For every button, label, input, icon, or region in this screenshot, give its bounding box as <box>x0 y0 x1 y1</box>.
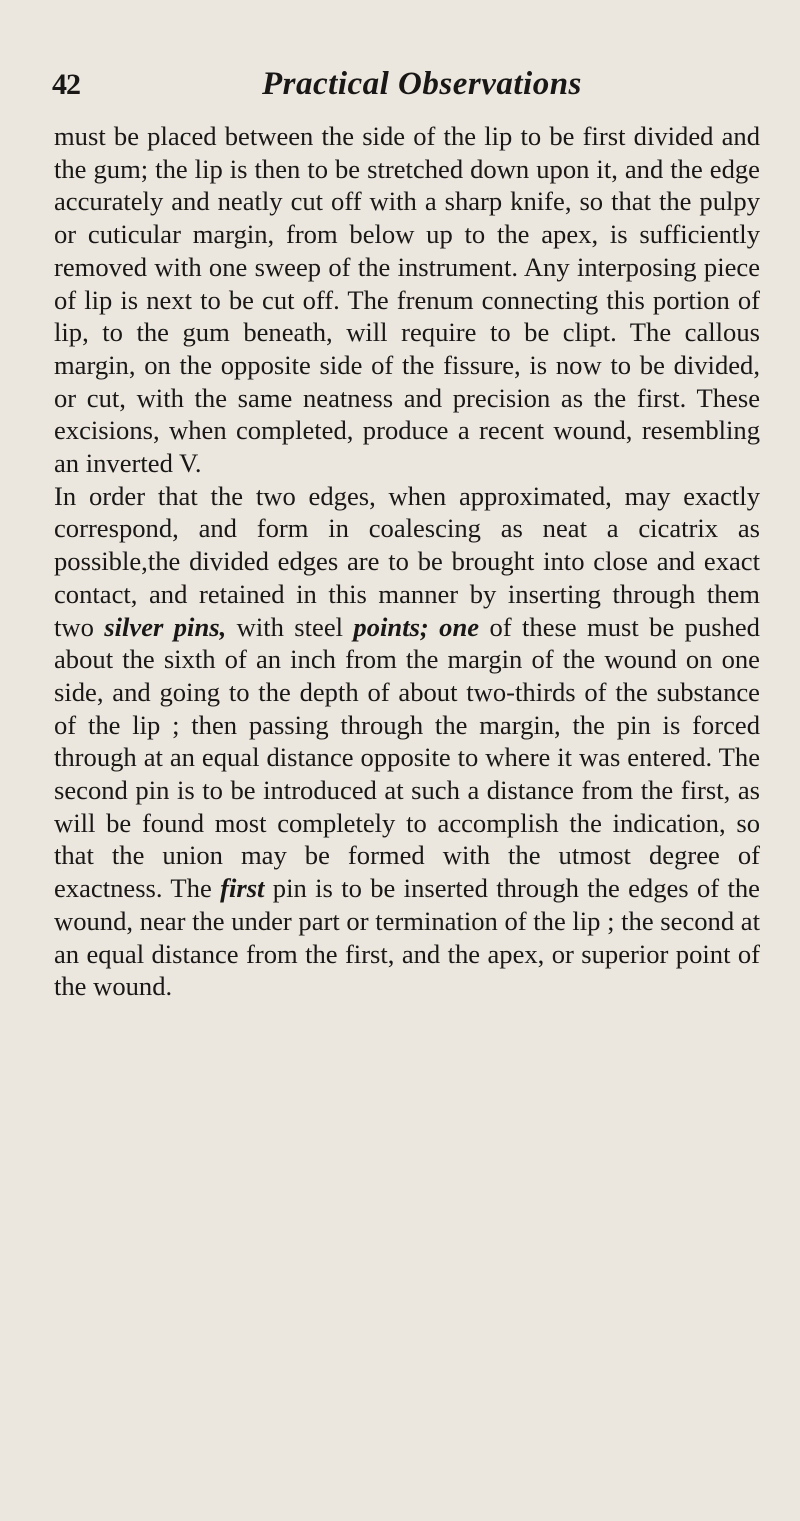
paragraph-2-part-3: of these must be pushed about the sixth of an inch from the margin of the wound on one side, and going to the depth of about two-thirds of the substance of the lip ; then passing through the margin, the pin is forced through at an equal distance opposite to where it was entered. The second pin is to be introduced at such a distance from the first, as will be found most completely to accomplish the indication, so that the union may be formed with the utmost degree of exactness. The <box>54 611 760 904</box>
emphasis-silver-pins: silver pins, <box>104 611 227 642</box>
emphasis-points-one: points; one <box>353 611 480 642</box>
body-text <box>54 120 760 1003</box>
emphasis-first: first <box>220 873 265 904</box>
paragraph-2-part-2: with steel <box>226 611 354 642</box>
paragraph-2-part-4: pin is to be inserted through the edges of the wound, near the under part or termination of the lip ; the second at an equal distance from the first, and the apex, or superior point of the wound. <box>54 873 760 1002</box>
running-title: Practical Observations <box>262 66 582 102</box>
page-number: 42 <box>52 68 80 101</box>
paragraph-2-part-1: In order that the two edges, when approximated, may exactly correspond, and form in coalescing as neat a cicatrix as possible,the divided edges are to be brought into close and exact contact, and retained in this manner by inserting through them two <box>54 480 760 642</box>
paragraph-2 <box>54 480 760 1003</box>
page-header <box>52 68 752 128</box>
paragraph-1: must be placed between the side of the lip to be first divided and the gum; the lip is then to be stretched down upon it, and the edge accurately and neatly cut off with a sharp knife, so that the pulpy or cuticular margin, from below up to the apex, is sufficiently removed with one sweep of the instrument. Any interposing piece of lip is next to be cut off. The frenum connecting this portion of lip, to the gum beneath, will require to be clipt. The callous margin, on the opposite side of the fissure, is now to be divided, or cut, with the same neatness and precision as the first. These excisions, when completed, produce a recent wound, resembling an inverted V. <box>54 121 760 479</box>
